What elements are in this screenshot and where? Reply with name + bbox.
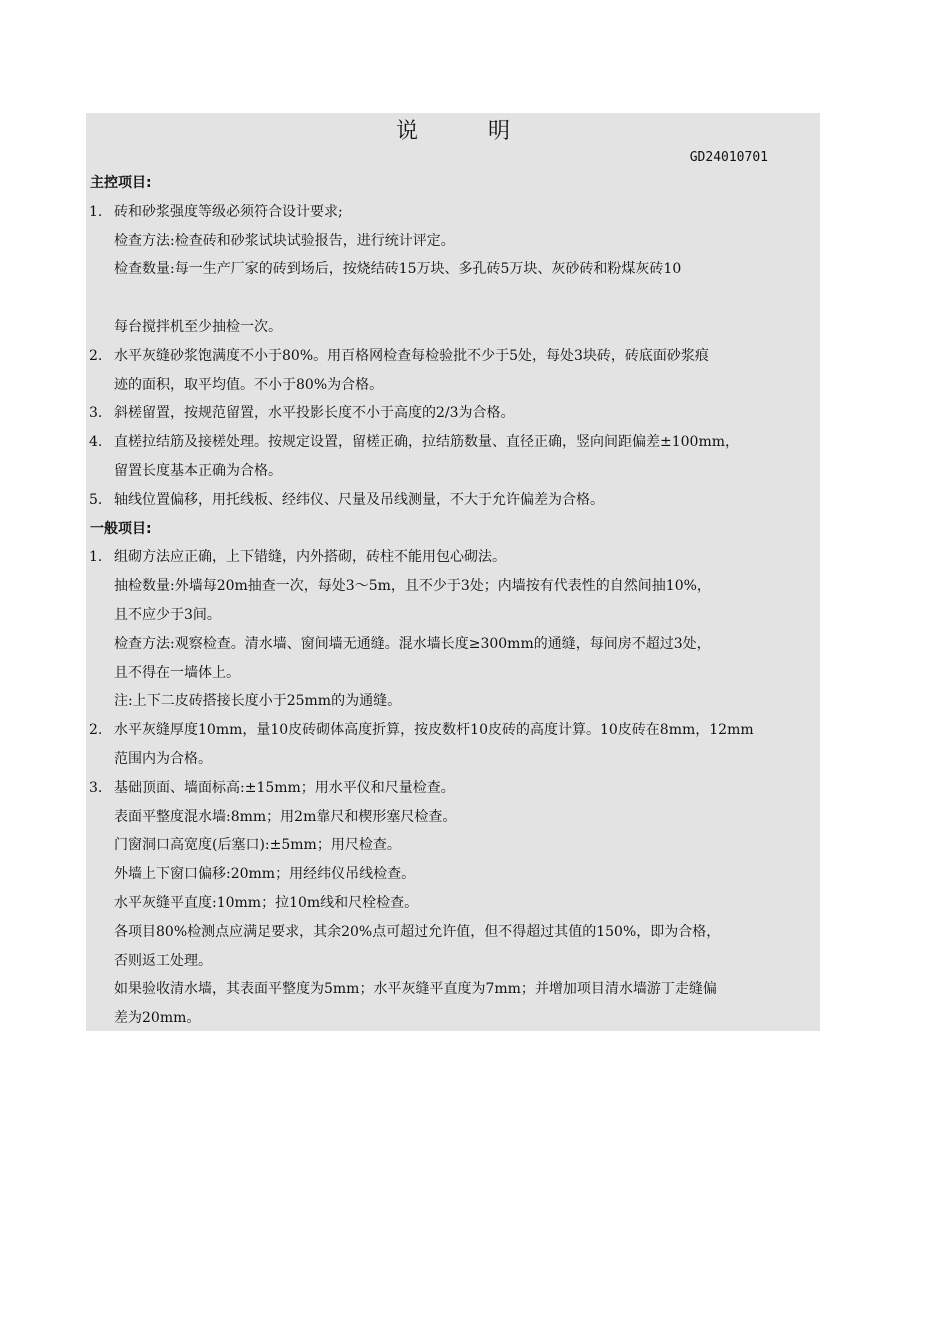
item-number: 1. bbox=[89, 203, 103, 220]
item-number: 3. bbox=[89, 405, 103, 422]
detail-line: 差为20mm。 bbox=[114, 1010, 201, 1027]
item-number: 5. bbox=[89, 491, 103, 508]
item-number: 3. bbox=[89, 779, 103, 796]
detail-line: 否则返工处理。 bbox=[114, 952, 212, 969]
item-text: 水平灰缝厚度10mm，量10皮砖砌体高度折算，按皮数杆10皮砖的高度计算。10皮砖在8mm，12mm bbox=[114, 722, 754, 739]
item-text: 水平灰缝砂浆饱满度不小于80%。用百格网检查每检验批不少于5处，每处3块砖，砖底面砂浆痕 bbox=[114, 347, 709, 364]
item-text: 组砌方法应正确，上下错缝，内外搭砌，砖柱不能用包心砌法。 bbox=[114, 549, 506, 566]
detail-line: 迹的面积，取平均值。不小于80%为合格。 bbox=[114, 376, 384, 393]
detail-line: 留置长度基本正确为合格。 bbox=[114, 462, 282, 479]
item-number: 2. bbox=[89, 722, 103, 739]
page-title: 说 明 bbox=[395, 119, 534, 144]
main-item-1 bbox=[86, 198, 820, 227]
general-items-heading: 一般项目: bbox=[90, 520, 152, 537]
notes-content bbox=[86, 169, 820, 1033]
detail-line: 检查数量:每一生产厂家的砖到场后，按烧结砖15万块、多孔砖5万块、灰砂砖和粉煤灰砖10 bbox=[114, 261, 682, 278]
item-number: 2. bbox=[89, 347, 103, 364]
detail-line: 门窗洞口高宽度(后塞口):±5mm；用尺检查。 bbox=[114, 837, 401, 854]
blank-line bbox=[86, 284, 820, 313]
main-items-heading: 主控项目: bbox=[90, 175, 152, 191]
item-text: 砖和砂浆强度等级必须符合设计要求; bbox=[114, 203, 343, 220]
item-text: 直槎拉结筋及接槎处理。按规定设置，留槎正确，拉结筋数量、直径正确，竖向间距偏差±100mm， bbox=[114, 434, 740, 451]
detail-line: 注:上下二皮砖搭接长度小于25mm的为通缝。 bbox=[114, 693, 402, 710]
detail-line: 水平灰缝平直度:10mm；拉10m线和尺栓检查。 bbox=[114, 894, 419, 911]
detail-line: 检查方法:观察检查。清水墙、窗间墙无通缝。混水墙长度≥300mm的通缝，每间房不超过3处， bbox=[114, 635, 711, 652]
notes-panel bbox=[86, 113, 820, 1031]
detail-line: 且不应少于3间。 bbox=[114, 606, 221, 623]
item-number: 4. bbox=[89, 434, 103, 451]
detail-line: 检查方法:检查砖和砂浆试块试验报告，进行统计评定。 bbox=[114, 232, 455, 249]
detail-line: 如果验收清水墙，其表面平整度为5mm；水平灰缝平直度为7mm；并增加项目清水墙游丁走缝偏 bbox=[114, 981, 717, 998]
main-item-2 bbox=[86, 342, 820, 371]
main-item-3 bbox=[86, 399, 820, 428]
detail-line: 表面平整度混水墙:8mm；用2m靠尺和楔形塞尺检查。 bbox=[114, 808, 457, 825]
detail-line: 每台搅拌机至少抽检一次。 bbox=[114, 318, 282, 335]
item-text: 轴线位置偏移，用托线板、经纬仪、尺量及吊线测量，不大于允许偏差为合格。 bbox=[114, 491, 604, 508]
detail-line: 各项目80%检测点应满足要求，其余20%点可超过允许值，但不得超过其值的150%，即为合格， bbox=[114, 923, 721, 940]
general-item-3 bbox=[86, 774, 820, 803]
detail-line: 外墙上下窗口偏移:20mm；用经纬仪吊线检查。 bbox=[114, 866, 416, 883]
item-text: 基础顶面、墙面标高:±15mm；用水平仪和尺量检查。 bbox=[114, 779, 455, 796]
document-code: GD24010701 bbox=[689, 150, 768, 165]
general-item-2 bbox=[86, 716, 820, 745]
detail-line: 且不得在一墙体上。 bbox=[114, 664, 240, 681]
main-item-4 bbox=[86, 428, 820, 457]
item-number: 1. bbox=[89, 549, 103, 566]
detail-line: 范围内为合格。 bbox=[114, 750, 212, 767]
general-item-1 bbox=[86, 543, 820, 572]
detail-line: 抽检数量:外墙每20m抽查一次，每处3～5m，且不少于3处；内墙按有代表性的自然间抽10%， bbox=[114, 578, 711, 595]
main-item-5 bbox=[86, 486, 820, 515]
item-text: 斜槎留置，按规范留置，水平投影长度不小于高度的2/3为合格。 bbox=[114, 405, 515, 422]
